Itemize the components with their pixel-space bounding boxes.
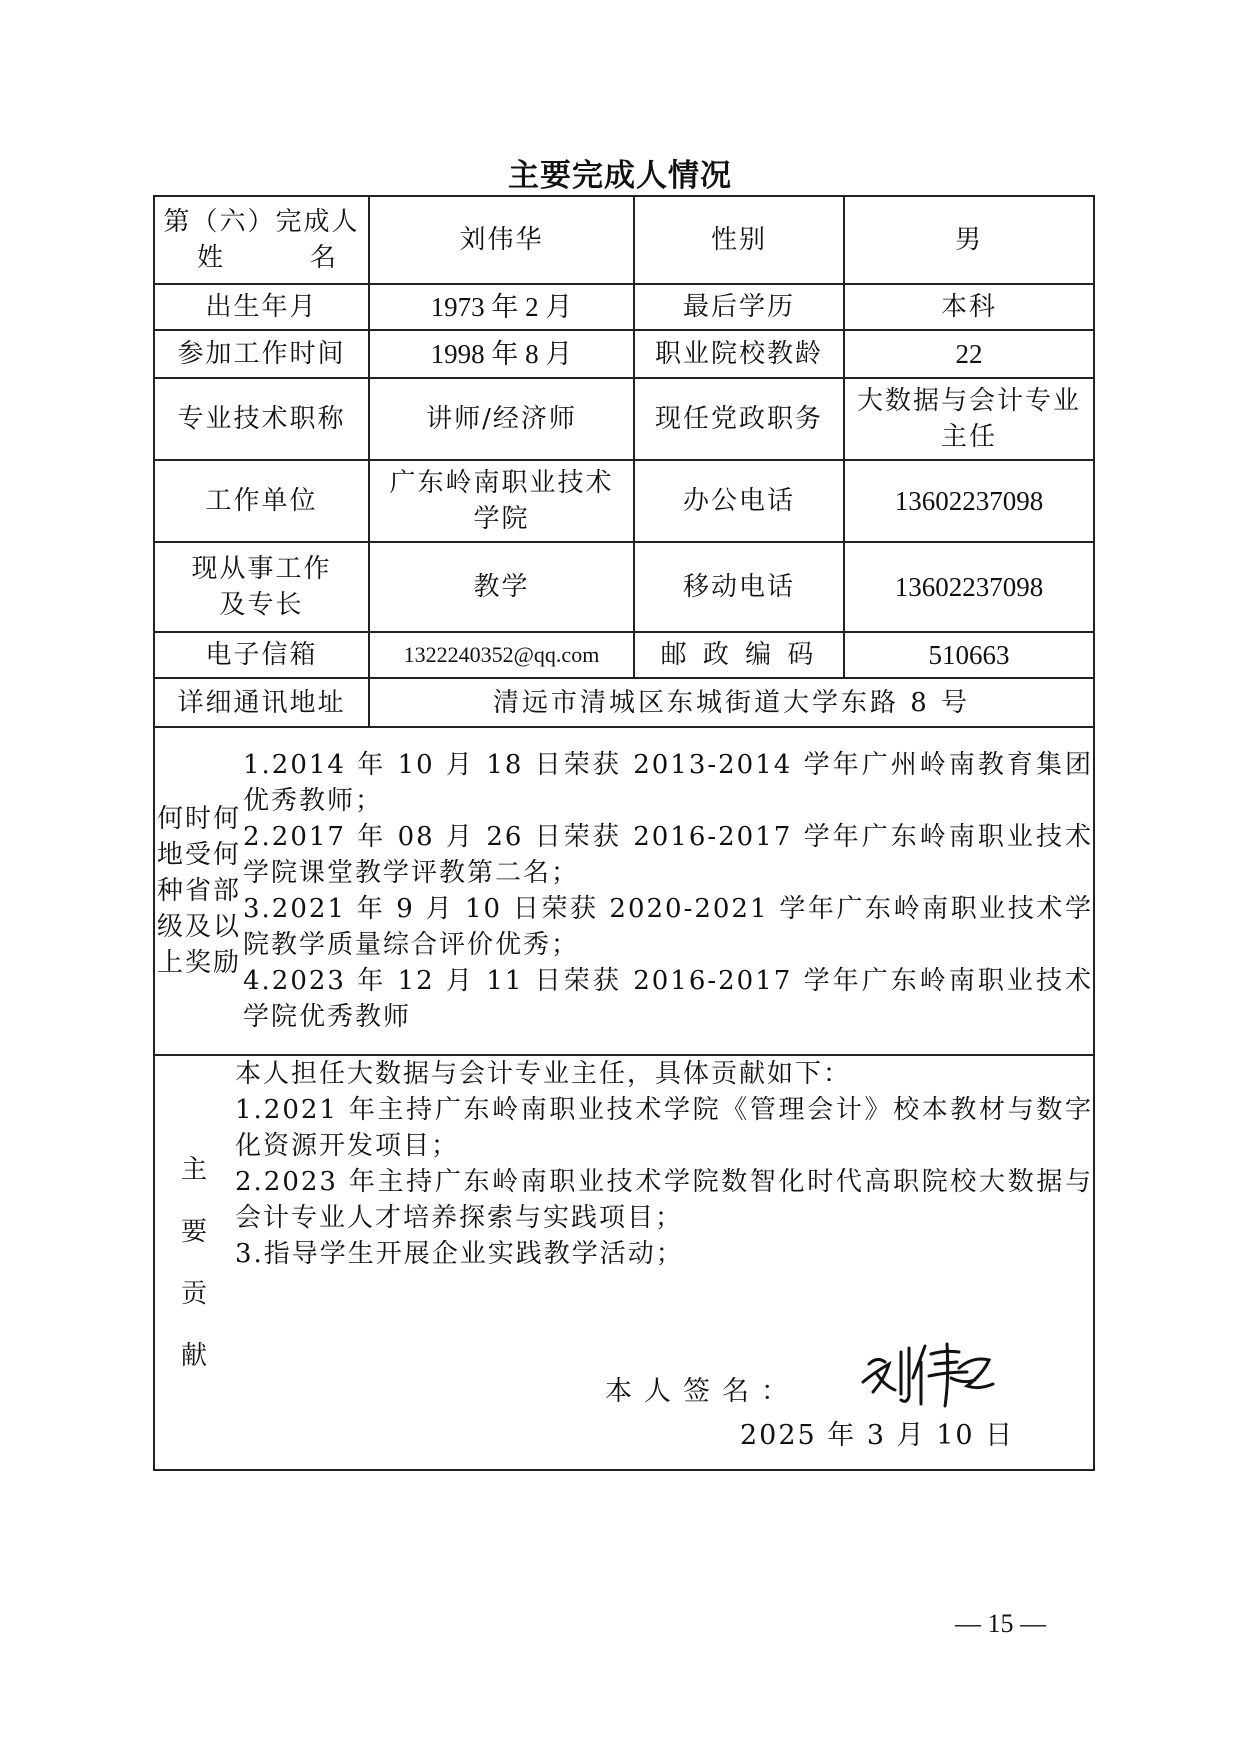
office-phone-value: 13602237098	[844, 460, 1094, 542]
teaching-years-label: 职业院校教龄	[634, 330, 844, 378]
birth-label: 出生年月	[154, 284, 369, 330]
work-start-label: 参加工作时间	[154, 330, 369, 378]
table-row	[154, 632, 1094, 678]
name-value: 刘伟华	[369, 196, 634, 284]
table-row	[154, 378, 1094, 460]
education-label: 最后学历	[634, 284, 844, 330]
education-value: 本科	[844, 284, 1094, 330]
table-row	[154, 330, 1094, 378]
postcode-value: 510663	[844, 632, 1094, 678]
page-title: 主要完成人情况	[508, 158, 732, 194]
list-item: 2.2017 年 08 月 26 日荣获 2016-2017 学年广东岭南职业技术学院课堂教学评教第二名；	[243, 822, 1093, 888]
info-table	[153, 195, 1095, 1471]
mobile-value: 13602237098	[844, 542, 1094, 632]
awards-list	[243, 728, 1093, 1054]
signature-label: 本人签名：	[605, 1376, 800, 1407]
contribution-intro: 本人担任大数据与会计专业主任，具体贡献如下：	[235, 1059, 852, 1089]
employer-label: 工作单位	[154, 460, 369, 542]
current-work-label: 现从事工作 及专长	[154, 542, 369, 632]
birth-value: 1973 年 2 月	[369, 284, 634, 330]
office-phone-label: 办公电话	[634, 460, 844, 542]
table-row	[154, 196, 1094, 284]
list-item: 1.2014 年 10 月 18 日荣获 2013-2014 学年广州岭南教育集团优秀教师；	[243, 750, 1093, 816]
gender-label: 性别	[634, 196, 844, 284]
email-value: 1322240352@qq.com	[369, 632, 634, 678]
awards-row	[154, 727, 1094, 1055]
table-row	[154, 678, 1094, 727]
contribution-label: 主 要 贡 献	[180, 1154, 209, 1371]
teaching-years-value: 22	[844, 330, 1094, 378]
page-number: — 15 —	[955, 1609, 1046, 1638]
name-label: 第（六）完成人 姓 名	[154, 196, 369, 284]
list-item: 4.2023 年 12 月 11 日荣获 2016-2017 学年广东岭南职业技术学院优秀教师	[243, 966, 1093, 1032]
list-item: 1.2021 年主持广东岭南职业技术学院《管理会计》校本教材与数字化资源开发项目；	[235, 1095, 1093, 1161]
employer-value: 广东岭南职业技术学院	[369, 460, 634, 542]
work-start-value: 1998 年 8 月	[369, 330, 634, 378]
list-item: 3.指导学生开展企业实践教学活动；	[235, 1239, 684, 1269]
position-label: 现任党政职务	[634, 378, 844, 460]
mobile-label: 移动电话	[634, 542, 844, 632]
table-row	[154, 460, 1094, 542]
table-row	[154, 542, 1094, 632]
contribution-body	[235, 1056, 1093, 1469]
list-item: 3.2021 年 9 月 10 日荣获 2020-2021 学年广东岭南职业技术学院教学质量综合评价优秀；	[243, 894, 1093, 960]
list-item: 2.2023 年主持广东岭南职业技术学院数智化时代高职院校大数据与会计专业人才培养探索与实践项目；	[235, 1167, 1093, 1233]
contribution-row	[154, 1055, 1094, 1470]
awards-label: 何时何 地受何 种省部 级及以 上奖励	[156, 804, 241, 978]
position-value: 大数据与会计专业主任	[844, 378, 1094, 460]
gender-value: 男	[844, 196, 1094, 284]
current-work-value: 教学	[369, 542, 634, 632]
postcode-label: 邮 政 编 码	[634, 632, 844, 678]
handwritten-signature	[855, 1334, 1005, 1414]
title-label: 专业技术职称	[154, 378, 369, 460]
signature-date: 2025 年 3 月 10 日	[740, 1420, 1015, 1451]
table-row	[154, 284, 1094, 330]
address-label: 详细通讯地址	[154, 678, 369, 727]
email-label: 电子信箱	[154, 632, 369, 678]
title-value: 讲师/经济师	[369, 378, 634, 460]
address-value: 清远市清城区东城街道大学东路 8 号	[369, 678, 1094, 727]
